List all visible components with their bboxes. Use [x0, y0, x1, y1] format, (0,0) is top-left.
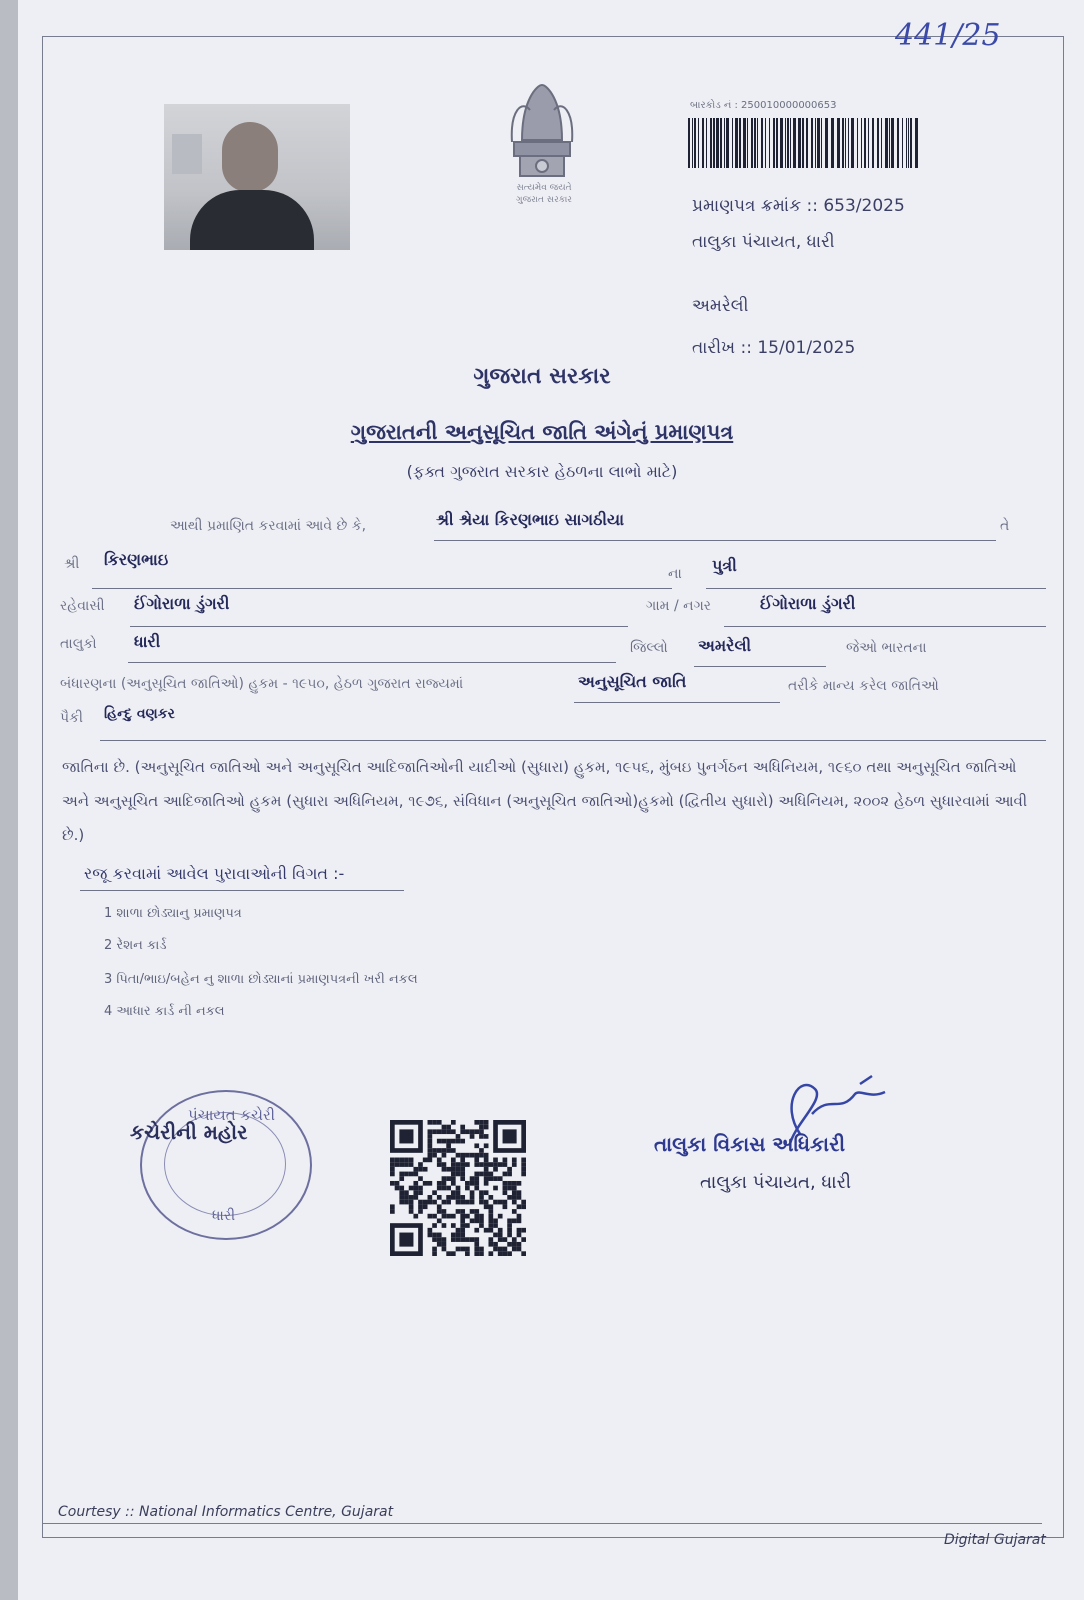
- father-name: કિરણભાઇ: [104, 550, 169, 569]
- applicant-photo: [164, 104, 350, 250]
- certificate-title: ગુજરાતની અનુસૂચિત જાતિ અંગેનું પ્રમાણપત્ર: [350, 420, 734, 444]
- signatory-role: તાલુકા વિકાસ અધિકારી: [654, 1132, 846, 1156]
- emblem-government: ગુજરાત સરકાર: [516, 195, 572, 205]
- resident-value: ઈંગોરાળા ડુંગરી: [134, 594, 230, 613]
- office-seal: [140, 1090, 312, 1240]
- signatory-office: તાલુકા પંચાયત, ધારી: [700, 1172, 852, 1193]
- village-label: ગામ / નગર: [646, 598, 712, 614]
- evidence-item: 4 આધાર કાર્ડ ની નકલ: [104, 1004, 225, 1019]
- caste-value: હિન્દુ વણકર: [104, 706, 175, 722]
- issue-date: 15/01/2025: [757, 338, 856, 358]
- shri-label: શ્રી: [64, 556, 80, 572]
- certificate-number-label: પ્રમાણપત્ર ક્રમાંક ::: [692, 196, 818, 216]
- issue-date-label: તારીખ ::: [692, 338, 752, 358]
- taluka-label: તાલુકો: [60, 636, 97, 652]
- courtesy-note: Courtesy :: National Informatics Centre, Gujarat: [58, 1504, 394, 1520]
- na-label: ના: [668, 566, 682, 582]
- district-value: અમરેલી: [698, 636, 752, 655]
- certificate-number-row: [692, 196, 905, 216]
- certify-label: આથી પ્રમાણિત કરવામાં આવે છે કે,: [170, 518, 367, 534]
- barcode: [688, 118, 918, 168]
- seal-center-text: કચેરીની મહોર: [130, 1120, 248, 1144]
- te-label: તે: [1000, 518, 1010, 534]
- barcode-label: બારકોડ નં : 250010000000653: [690, 100, 837, 111]
- evidence-title: રજૂ કરવામાં આવેલ પુરાવાઓની વિગત :-: [84, 864, 345, 883]
- issuing-district: અમરેલી: [692, 296, 749, 316]
- issue-date-row: [692, 338, 855, 358]
- applicant-name: શ્રી શ્રેયા કિરણભાઇ સાગઠીયા: [436, 510, 625, 529]
- handwritten-reference: 441/25: [895, 18, 1001, 53]
- jeo-label: જેઓ ભારતના: [846, 640, 927, 656]
- relation: પુત્રી: [712, 556, 737, 575]
- evidence-item: 1 શાળા છોડ્યાનુ પ્રમાણપત્ર: [104, 906, 242, 921]
- recognized-label: તરીકે માન્ય કરેલ જાતિઓ: [788, 678, 939, 694]
- taluka-value: ધારી: [134, 632, 161, 651]
- seal-ring-text: પંચાયત કચેરી: [188, 1106, 276, 1124]
- issuing-office: તાલુકા પંચાયત, ધારી: [692, 232, 835, 252]
- legal-paragraph: જાતિના છે. (અનુસૂચિત જાતિઓ અને અનુસૂચિત આદિજાતિઓની યાદીઓ (સુધારા) હુકમ, ૧૯૫૬, મુંબઇ પુનર્ગઠન અધિનિયમ, ૧૯૬૦ તથા અનુસૂચિત જાતિઓ અને અનુસૂચિત આદિજાતિઓ હુકમ (સુધારા અધિનિયમ, ૧૯૭૬, સંવિધાન (અનુસૂચિત જાતિઓ)હુકમો (દ્વિતીય સુધારો) અધિનિયમ, ૨૦૦૨ હેઠળ સુધારવામાં આવી છે.): [62, 758, 1028, 844]
- category-value: અનુસૂચિત જાતિ: [578, 672, 687, 691]
- order-label: બંધારણના (અનુસૂચિત જાતિઓ) હુકમ - ૧૯૫૦, હેઠળ ગુજરાત રાજ્યમાં: [60, 676, 464, 692]
- district-label: જિલ્લો: [630, 640, 668, 656]
- government-title: ગુજરાત સરકાર: [473, 364, 611, 389]
- evidence-item: 3 પિતા/ભાઇ/બહેન નુ શાળા છોડ્યાનાં પ્રમાણપત્રની ખરી નકલ: [104, 972, 418, 987]
- certificate-number: 653/2025: [823, 196, 905, 216]
- qr-code: [390, 1120, 526, 1256]
- emblem-motto: સત્યમેવ જયતે: [516, 183, 572, 193]
- resident-label: રહેવાસી: [60, 598, 105, 614]
- emblem-caption: [494, 182, 594, 206]
- caste-label: પૈકી: [60, 710, 83, 726]
- digital-gujarat-brand: Digital Gujarat: [944, 1532, 1046, 1548]
- seal-bottom-text: ધારી: [212, 1208, 236, 1224]
- certificate-subtitle: (ફક્ત ગુજરાત સરકાર હેઠળના લાભો માટે): [406, 462, 678, 481]
- evidence-item: 2 રેશન કાર્ડ: [104, 938, 167, 953]
- village-value: ઈંગોરાળા ડુંગરી: [760, 594, 856, 613]
